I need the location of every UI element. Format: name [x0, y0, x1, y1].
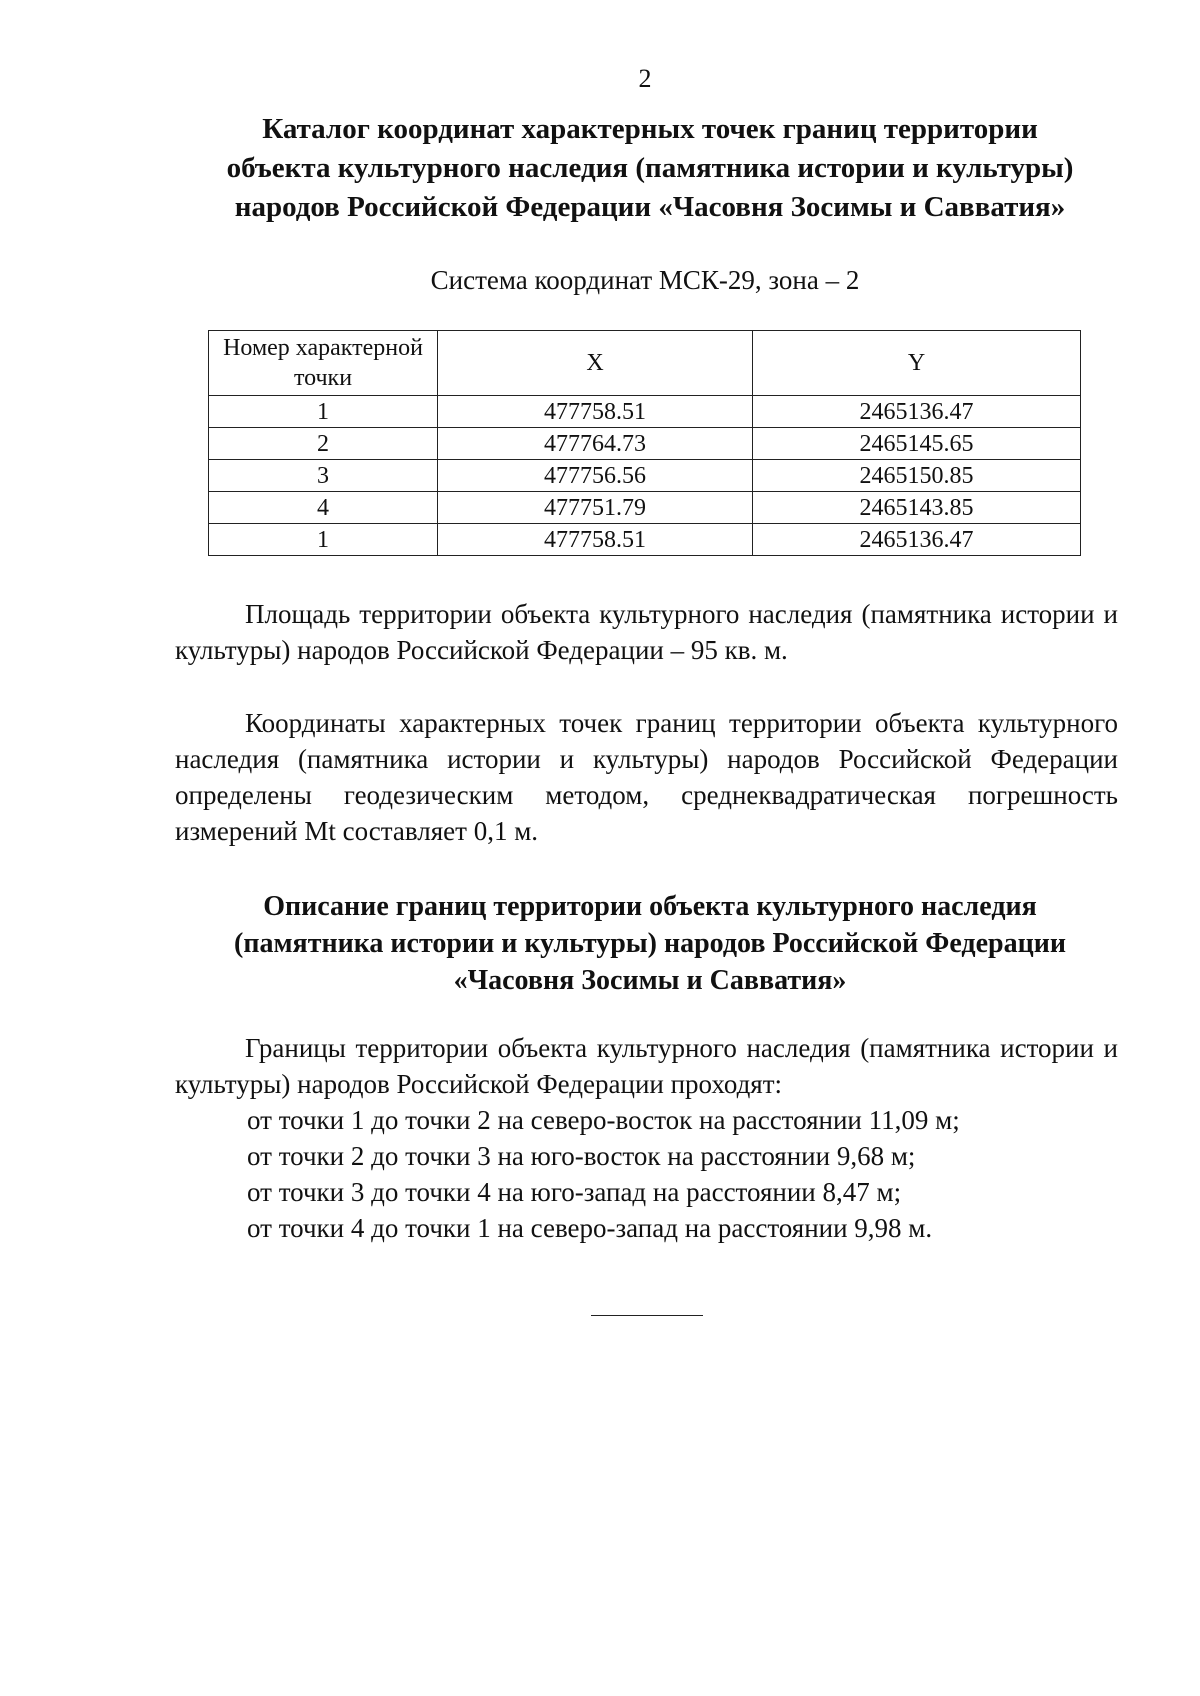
table-row	[209, 396, 1081, 428]
cell-point: 4	[209, 492, 438, 524]
header-y: Y	[753, 331, 1081, 396]
cell-point: 1	[209, 396, 438, 428]
cell-y: 2465150.85	[753, 460, 1081, 492]
boundary-intro-paragraph: Границы территории объекта культурного наследия (памятника истории и культуры) народов Российской Федерации проходят:	[175, 1033, 1118, 1099]
boundary-leg: от точки 4 до точки 1 на северо-запад на расстоянии 9,98 м.	[247, 1213, 933, 1243]
header-point-number: Номер характерной точки	[209, 331, 438, 396]
coordinate-system-caption: Система координат МСК-29, зона – 2	[430, 265, 860, 295]
title-line: народов Российской Федерации «Часовня Зосимы и Савватия»	[234, 191, 1066, 223]
cell-y: 2465143.85	[753, 492, 1081, 524]
cell-x: 477756.56	[438, 460, 753, 492]
table-row	[209, 460, 1081, 492]
header-x: X	[438, 331, 753, 396]
cell-point: 2	[209, 428, 438, 460]
cell-point: 1	[209, 524, 438, 556]
table-header-row	[209, 331, 1081, 396]
document-title	[120, 110, 1180, 227]
boundary-legs-list	[247, 1102, 960, 1246]
end-divider	[591, 1315, 703, 1316]
boundary-description-title	[120, 888, 1180, 999]
coordinates-table	[208, 330, 1081, 556]
subtitle-line: Описание границ территории объекта культурного наследия	[263, 891, 1037, 922]
cell-x: 477758.51	[438, 524, 753, 556]
cell-y: 2465145.65	[753, 428, 1081, 460]
cell-point: 3	[209, 460, 438, 492]
boundary-leg: от точки 2 до точки 3 на юго-восток на расстоянии 9,68 м;	[247, 1141, 916, 1171]
cell-y: 2465136.47	[753, 396, 1081, 428]
boundary-leg: от точки 1 до точки 2 на северо-восток на расстоянии 11,09 м;	[247, 1105, 960, 1135]
table-row	[209, 492, 1081, 524]
page-number: 2	[638, 64, 652, 93]
coordinates-method-paragraph: Координаты характерных точек границ территории объекта культурного наследия (памятника истории и культуры) народов Российской Федерации определены геодезическим методом, среднеквадратическая погрешность измерений Mt составляет 0,1 м.	[175, 708, 1118, 846]
cell-y: 2465136.47	[753, 524, 1081, 556]
title-line: объекта культурного наследия (памятника истории и культуры)	[226, 152, 1074, 184]
boundary-leg: от точки 3 до точки 4 на юго-запад на расстоянии 8,47 м;	[247, 1177, 902, 1207]
cell-x: 477758.51	[438, 396, 753, 428]
subtitle-line: (памятника истории и культуры) народов Российской Федерации	[234, 928, 1066, 959]
title-line: Каталог координат характерных точек границ территории	[262, 113, 1038, 145]
cell-x: 477751.79	[438, 492, 753, 524]
area-paragraph: Площадь территории объекта культурного наследия (памятника истории и культуры) народов Российской Федерации – 95 кв. м.	[175, 599, 1118, 665]
subtitle-line: «Часовня Зосимы и Савватия»	[453, 965, 847, 996]
cell-x: 477764.73	[438, 428, 753, 460]
table-row	[209, 524, 1081, 556]
table-row	[209, 428, 1081, 460]
